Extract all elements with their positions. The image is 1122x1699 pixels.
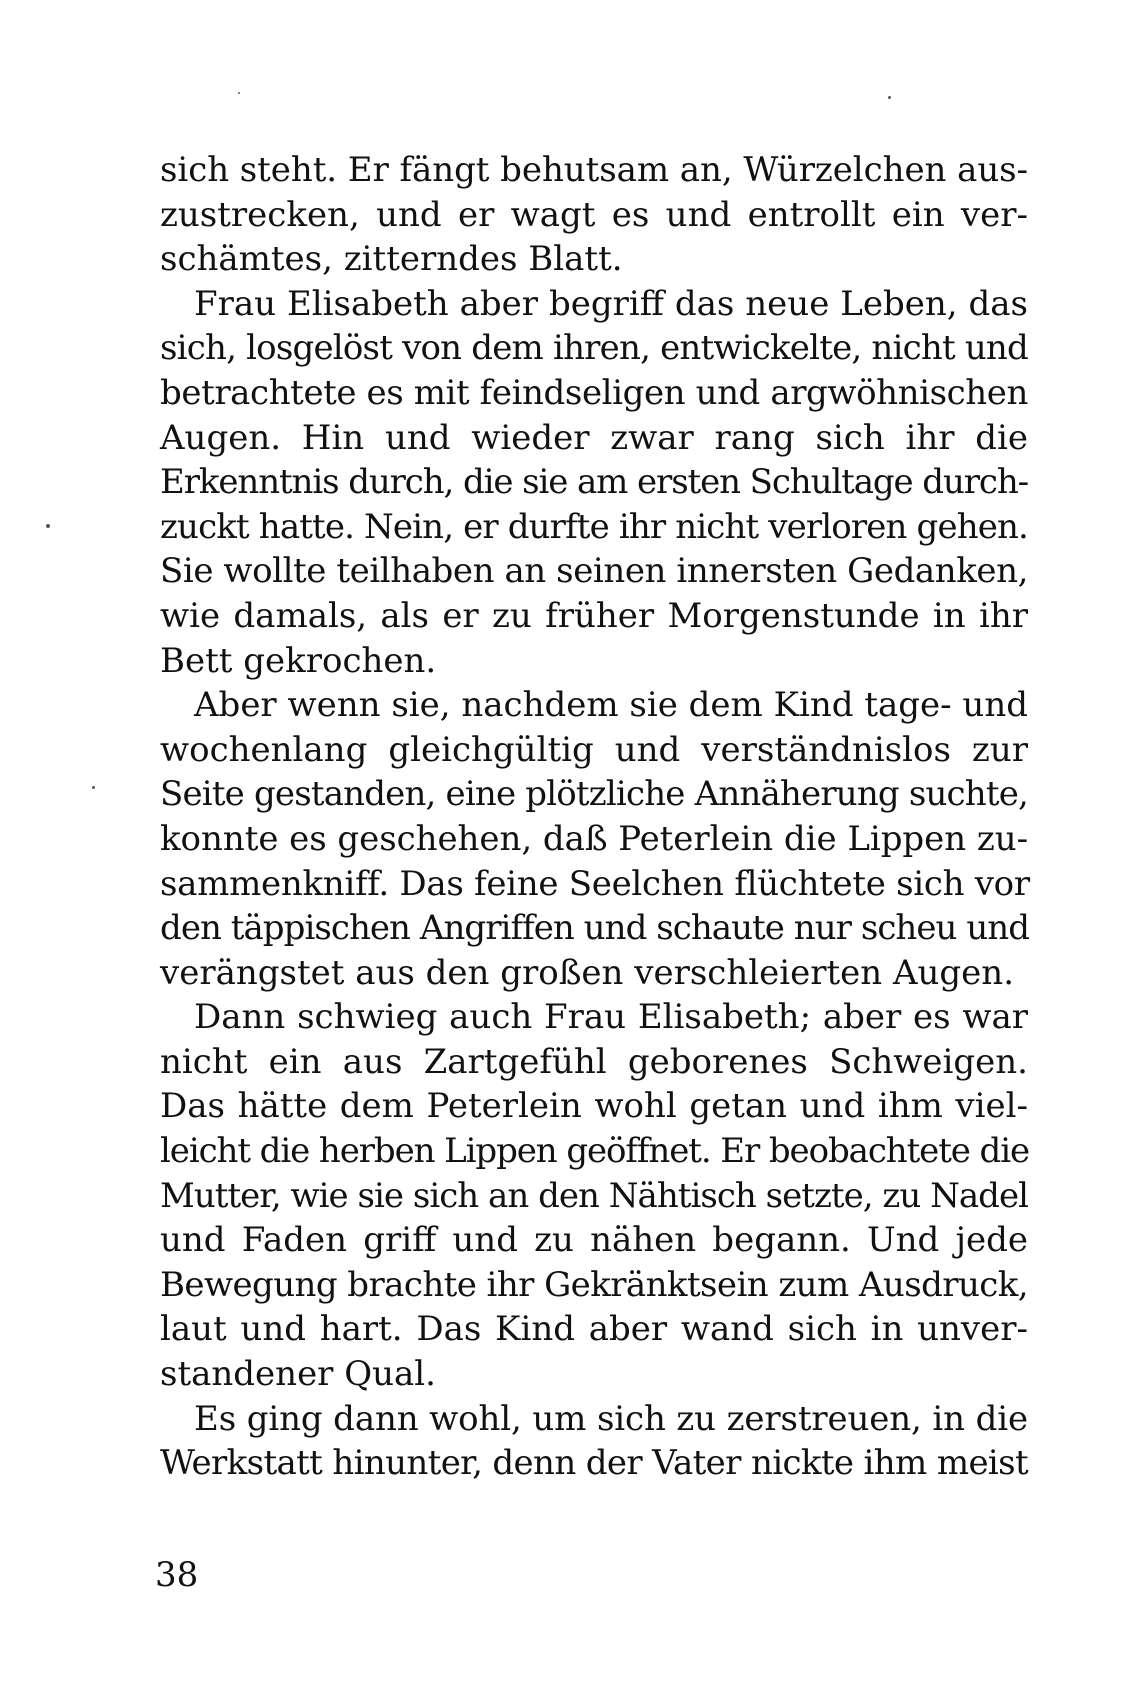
text-line: Erkenntnis durch, die sie am ersten Schultage durch-	[160, 462, 1029, 503]
paragraph-2	[160, 282, 1028, 683]
text-line: verängstet aus den großen verschleierten Augen.	[160, 952, 1015, 993]
text-line: Augen. Hin und wieder zwar rang sich ihr die	[160, 417, 1028, 458]
text-line: schämtes, zitterndes Blatt.	[160, 239, 623, 280]
paragraph-4	[160, 995, 1028, 1396]
text-line: sich, losgelöst von dem ihren, entwickelte, nicht und	[160, 328, 1028, 369]
text-line: Frau Elisabeth aber begriff das neue Leben, das	[194, 283, 1028, 324]
text-line: den täppischen Angriffen und schaute nur scheu und	[160, 908, 1030, 949]
text-line: zuckt hatte. Nein, er durfte ihr nicht verloren gehen.	[160, 506, 1028, 547]
text-line: Sie wollte teilhaben an seinen innersten Gedanken,	[160, 551, 1028, 592]
text-line: Bewegung brachte ihr Gekränktsein zum Ausdruck,	[160, 1264, 1028, 1305]
text-line: zustrecken, und er wagt es und entrollt ein ver-	[160, 194, 1028, 235]
text-line: Bett gekrochen.	[160, 640, 437, 681]
text-line: Das hätte dem Peterlein wohl getan und ihm viel-	[160, 1086, 1028, 1127]
text-line: nicht ein aus Zartgefühl geborenes Schweigen.	[160, 1041, 1028, 1082]
text-line: wochenlang gleichgültig und verständnislos zur	[160, 729, 1028, 770]
body-text	[160, 148, 1028, 1486]
text-line: betrachtete es mit feindseligen und argwöhnischen	[160, 372, 1029, 413]
text-line: Aber wenn sie, nachdem sie dem Kind tage- und	[194, 685, 1028, 726]
page-number: 38	[155, 1555, 199, 1595]
print-speck	[238, 92, 240, 94]
text-line: konnte es geschehen, daß Peterlein die Lippen zu-	[160, 818, 1029, 859]
text-line: standener Qual.	[160, 1354, 436, 1395]
paragraph-5	[160, 1397, 1028, 1486]
text-line: Dann schwieg auch Frau Elisabeth; aber es war	[194, 997, 1028, 1038]
text-line: leicht die herben Lippen geöffnet. Er beobachtete die	[160, 1131, 1030, 1172]
print-speck	[92, 786, 95, 789]
paragraph-1	[160, 148, 1028, 282]
text-line: sich steht. Er fängt behutsam an, Würzelchen aus-	[160, 150, 1028, 190]
text-line: sammenkniff. Das feine Seelchen flüchtete sich vor	[160, 863, 1030, 904]
text-line: Es ging dann wohl, um sich zu zerstreuen, in die	[194, 1398, 1029, 1439]
text-line: wie damals, als er zu früher Morgenstunde in ihr	[160, 595, 1028, 636]
text-line: Seite gestanden, eine plötzliche Annäherung suchte,	[160, 774, 1028, 815]
text-line: laut und hart. Das Kind aber wand sich in unver-	[160, 1309, 1028, 1350]
text-line: Werkstatt hinunter, denn der Vater nickte ihm meist	[160, 1443, 1029, 1484]
print-speck	[888, 96, 891, 99]
print-speck	[46, 524, 50, 528]
text-line: und Faden griff und zu nähen begann. Und jede	[160, 1220, 1028, 1261]
paragraph-3	[160, 683, 1028, 995]
text-line: Mutter, wie sie sich an den Nähtisch setzte, zu Nadel	[160, 1175, 1029, 1216]
